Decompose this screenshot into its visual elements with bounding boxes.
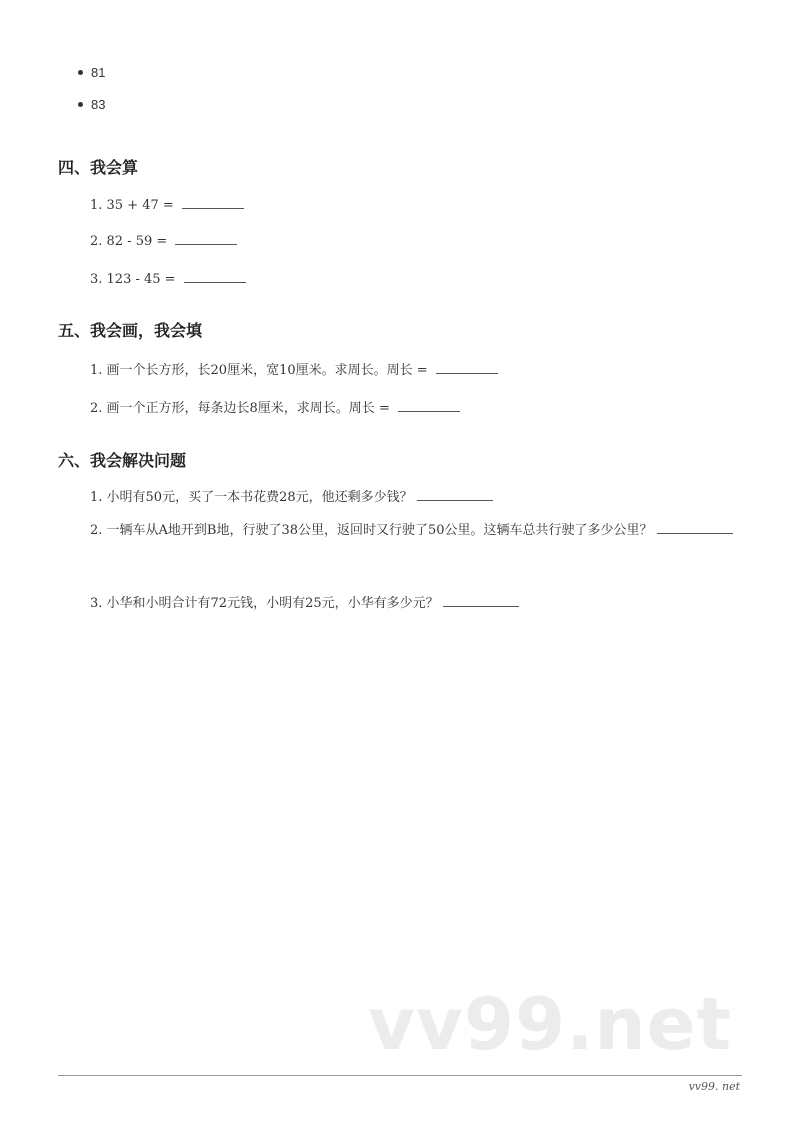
question-text: 1. 35 + 47 =: [90, 198, 178, 213]
section-heading: 四、我会算: [58, 158, 139, 177]
question-text: 3. 123 - 45 =: [90, 272, 180, 287]
question-item: [58, 519, 748, 542]
watermark: vv99.net: [368, 982, 732, 1066]
answer-blank[interactable]: [182, 196, 244, 209]
question-item: [90, 232, 237, 249]
question-item: [90, 486, 493, 505]
answer-blank[interactable]: [175, 232, 237, 245]
question-item: [90, 359, 498, 378]
question-item: [90, 397, 460, 416]
option-text: 81: [91, 65, 106, 80]
answer-blank[interactable]: [417, 488, 493, 501]
question-item: [90, 270, 246, 287]
question-text: 2. 一辆车从A地开到B地，行驶了38公里，返回时又行驶了50公里。这辆车总共行驶了多少公里？: [90, 523, 653, 538]
question-item: [90, 592, 519, 611]
question-text: 2. 画一个正方形，每条边长8厘米，求周长。周长 =: [90, 401, 394, 416]
answer-blank[interactable]: [443, 594, 519, 607]
question-item: [90, 196, 244, 213]
option-item: [78, 97, 105, 112]
answer-blank[interactable]: [184, 270, 246, 283]
question-text: 2. 82 - 59 =: [90, 234, 172, 249]
question-text: 1. 画一个长方形，长20厘米，宽10厘米。求周长。周长 =: [90, 363, 432, 378]
answer-blank[interactable]: [657, 521, 733, 534]
answer-blank[interactable]: [398, 399, 460, 412]
footer-text: vv99. net: [688, 1080, 740, 1093]
question-text: 1. 小明有50元，买了一本书花费28元，他还剩多少钱？: [90, 490, 413, 505]
question-text: 3. 小华和小明合计有72元钱，小明有25元，小华有多少元？: [90, 596, 439, 611]
section-heading: 五、我会画，我会填: [58, 321, 203, 340]
footer-divider: [58, 1075, 742, 1076]
option-text: 83: [91, 97, 106, 112]
answer-blank[interactable]: [436, 361, 498, 374]
option-item: [78, 65, 105, 80]
section-heading: 六、我会解决问题: [58, 451, 187, 470]
